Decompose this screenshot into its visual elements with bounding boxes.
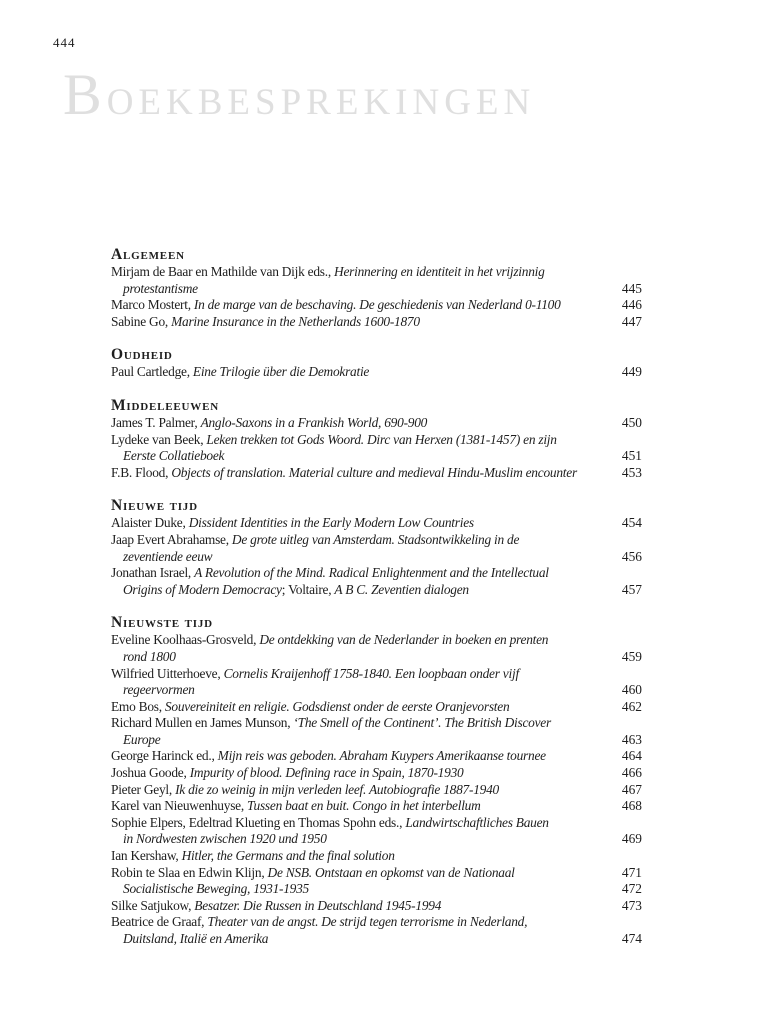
author-name: Sophie Elpers, Edeltrad Klueting en Thomas Spohn eds., (111, 814, 406, 830)
book-title: Mijn reis was geboden. Abraham Kuypers Amerikaanse tournee (217, 748, 546, 764)
author-name: Beatrice de Graaf, (111, 914, 208, 930)
toc-entry-line (111, 831, 642, 848)
entry-text (111, 682, 195, 699)
entry-text (111, 264, 545, 281)
toc-entry-line (111, 465, 642, 482)
entry-text (111, 364, 369, 381)
book-title: Ik die zo weinig in mijn verleden leef. Autobiografie 1887-1940 (175, 781, 499, 797)
toc-entry-line (111, 415, 642, 432)
entry-text (111, 798, 481, 815)
book-title: Dissident Identities in the Early Modern Low Countries (188, 515, 474, 531)
entry-page-number: 463 (621, 731, 642, 747)
entry-text (111, 865, 515, 882)
entry-page-number: 454 (621, 515, 642, 531)
toc-entry-line (111, 931, 642, 948)
toc-entry-line (111, 765, 642, 782)
book-title: Cornelis Kraijenhoff 1758-1840. Een loopbaan onder vijf (223, 665, 519, 681)
toc-entry-line (111, 448, 642, 465)
author-name: F.B. Flood, (111, 464, 172, 480)
page-title-rest: OEKBESPREKINGEN (106, 82, 536, 123)
toc-entry-line (111, 532, 642, 549)
book-title: In de marge van de beschaving. De geschiedenis van Nederland 0-1100 (193, 297, 561, 313)
entry-text (111, 765, 463, 782)
toc-entry-line (111, 264, 642, 281)
author-name: Jaap Evert Abrahamse, (111, 531, 232, 547)
toc-entry-line (111, 649, 642, 666)
toc-entry-line (111, 699, 642, 716)
book-title: Socialistische Beweging, 1931-1935 (123, 881, 310, 897)
entry-page-number: 467 (621, 781, 642, 797)
book-title: Anglo-Saxons in a Frankish World, 690-900 (200, 414, 428, 430)
toc-entry-line (111, 682, 642, 699)
author-name: Silke Satjukow, (111, 897, 195, 913)
toc-section (111, 496, 642, 598)
entry-text (111, 632, 548, 649)
toc-entry-line (111, 865, 642, 882)
book-title: De ontdekking van de Nederlander in boeken en prenten (259, 632, 549, 648)
entry-text (111, 881, 309, 898)
toc-entry-line (111, 281, 642, 298)
book-title: Marine Insurance in the Netherlands 1600-1870 (171, 313, 420, 329)
book-title: De NSB. Ontstaan en opkomst van de Nationaal (267, 864, 515, 880)
entry-page-number: 457 (621, 581, 642, 597)
section-heading: Middeleeuwen (111, 396, 219, 414)
book-title: A B C. Zeventien dialogen (334, 581, 469, 597)
toc-entry-line (111, 582, 642, 599)
entry-text (111, 848, 395, 865)
book-title: Herinnering en identiteit in het vrijzinnig (334, 264, 545, 279)
author-name: ; Voltaire, (281, 581, 335, 597)
book-title: ‘The Smell of the Continent’. The British Discover (293, 715, 551, 731)
toc-entry-line (111, 782, 642, 799)
toc-entry-line (111, 364, 642, 381)
toc-entry-line (111, 898, 642, 915)
entry-text (111, 314, 420, 331)
entry-text (111, 898, 441, 915)
entry-text (111, 649, 176, 666)
entry-text (111, 582, 469, 599)
entry-page-number: 464 (621, 748, 642, 764)
book-title: Eine Trilogie über die Demokratie (192, 364, 370, 380)
author-name: Robin te Slaa en Edwin Klijn, (111, 864, 268, 880)
toc-entry-line (111, 732, 642, 749)
author-name: Joshua Goode, (111, 765, 190, 781)
toc-entry-line (111, 914, 642, 931)
toc-entry-line (111, 798, 642, 815)
toc-entry-line (111, 297, 642, 314)
toc-entry-line (111, 748, 642, 765)
entry-text (111, 715, 551, 732)
book-title: Eerste Collatieboek (123, 448, 225, 464)
entry-page-number: 456 (621, 548, 642, 564)
entry-page-number: 459 (621, 648, 642, 664)
entry-text (111, 782, 499, 799)
entry-page-number: 474 (621, 931, 642, 946)
author-name: Richard Mullen en James Munson, (111, 715, 294, 731)
book-title: protestantisme (123, 280, 198, 296)
toc-entry-line (111, 314, 642, 331)
entry-page-number: 450 (621, 414, 642, 430)
entry-text (111, 732, 160, 749)
toc-entry-line (111, 565, 642, 582)
entry-page-number: 462 (621, 698, 642, 714)
entry-text (111, 465, 577, 482)
section-heading: Nieuwste tijd (111, 614, 213, 632)
entry-page-number: 471 (621, 864, 642, 880)
entry-text (111, 931, 268, 948)
toc-entry-line (111, 848, 642, 865)
book-title: De grote uitleg van Amsterdam. Stadsontwikkeling in de (231, 531, 520, 547)
entry-text (111, 748, 546, 765)
entry-text (111, 297, 561, 314)
entry-text (111, 515, 474, 532)
entry-text (111, 415, 427, 432)
entry-text (111, 532, 519, 549)
author-name: Karel van Nieuwenhuyse, (111, 798, 248, 814)
toc-entry-line (111, 549, 642, 566)
entry-text (111, 281, 198, 298)
author-name: Eveline Koolhaas-Grosveld, (111, 632, 260, 648)
entry-page-number: 473 (621, 897, 642, 913)
entry-text (111, 699, 509, 716)
entry-text (111, 448, 224, 465)
author-name: Mirjam de Baar en Mathilde van Dijk eds., (111, 264, 335, 279)
book-title: Impurity of blood. Defining race in Spain, 1870-1930 (189, 765, 464, 781)
toc-entry-line (111, 815, 642, 832)
page-number: 444 (53, 35, 76, 50)
section-heading: Algemeen (111, 246, 185, 263)
author-name: Marco Mostert, (111, 297, 194, 313)
author-name: George Harinck ed., (111, 748, 218, 764)
table-of-contents (111, 245, 642, 948)
book-title: Duitsland, Italië en Amerika (123, 931, 269, 946)
book-title: Besatzer. Die Russen in Deutschland 1945-1994 (194, 897, 442, 913)
toc-entry-line (111, 666, 642, 683)
author-name: James T. Palmer, (111, 414, 201, 430)
entry-page-number: 453 (621, 464, 642, 480)
entry-page-number: 449 (621, 364, 642, 380)
entry-page-number: 446 (621, 297, 642, 313)
author-name: Emo Bos, (111, 698, 165, 714)
book-title: zeventiende eeuw (123, 548, 213, 564)
toc-section (111, 345, 642, 381)
book-title: in Nordwesten zwischen 1920 und 1950 (123, 831, 327, 847)
entry-text (111, 815, 549, 832)
entry-page-number: 466 (621, 765, 642, 781)
book-title: regeervormen (123, 682, 195, 698)
book-title: Hitler, the Germans and the final solution (181, 848, 395, 864)
toc-entry-line (111, 515, 642, 532)
toc-section (111, 613, 642, 947)
entry-text (111, 914, 527, 931)
entry-page-number: 447 (621, 313, 642, 329)
book-title: Objects of translation. Material culture and medieval Hindu-Muslim encounter (171, 464, 577, 480)
toc-section (111, 245, 642, 330)
toc-section (111, 396, 642, 481)
toc-entry-line (111, 715, 642, 732)
book-title: Landwirtschaftliches Bauen (405, 814, 549, 830)
toc-entry-line (111, 632, 642, 649)
section-heading: Oudheid (111, 346, 173, 364)
book-title: Tussen baat en buit. Congo in het interbellum (247, 798, 481, 814)
book-title: Souvereiniteit en religie. Godsdienst onder de eerste Oranjevorsten (164, 698, 510, 714)
entry-text (111, 565, 549, 582)
entry-page-number: 468 (621, 798, 642, 814)
book-title: Leken trekken tot Gods Woord. Dirc van Herxen (1381-1457) en zijn (206, 431, 557, 447)
entry-page-number: 472 (621, 881, 642, 897)
entry-page-number: 451 (621, 448, 642, 464)
author-name: Paul Cartledge, (111, 364, 193, 380)
page-title-initial: B (63, 62, 107, 127)
author-name: Lydeke van Beek, (111, 431, 207, 447)
book-title: Origins of Modern Democracy (123, 581, 282, 597)
book-title: Theater van de angst. De strijd tegen terrorisme in Nederland, (207, 914, 528, 930)
entry-text (111, 432, 557, 449)
book-title: Europe (123, 731, 161, 747)
entry-text (111, 831, 327, 848)
author-name: Jonathan Israel, (111, 565, 195, 581)
author-name: Wilfried Uitterhoeve, (111, 665, 224, 681)
toc-entry-line (111, 432, 642, 449)
author-name: Pieter Geyl, (111, 781, 176, 797)
author-name: Ian Kershaw, (111, 848, 182, 864)
entry-page-number: 469 (621, 831, 642, 847)
book-title: A Revolution of the Mind. Radical Enlightenment and the Intellectual (194, 565, 549, 581)
entry-page-number: 460 (621, 682, 642, 698)
book-title: rond 1800 (123, 648, 176, 664)
page-title (63, 62, 536, 127)
toc-entry-line (111, 881, 642, 898)
author-name: Sabine Go, (111, 313, 172, 329)
section-heading: Nieuwe tijd (111, 497, 198, 515)
entry-text (111, 549, 212, 566)
author-name: Alaister Duke, (111, 515, 189, 531)
entry-text (111, 666, 519, 683)
entry-page-number: 445 (621, 280, 642, 296)
